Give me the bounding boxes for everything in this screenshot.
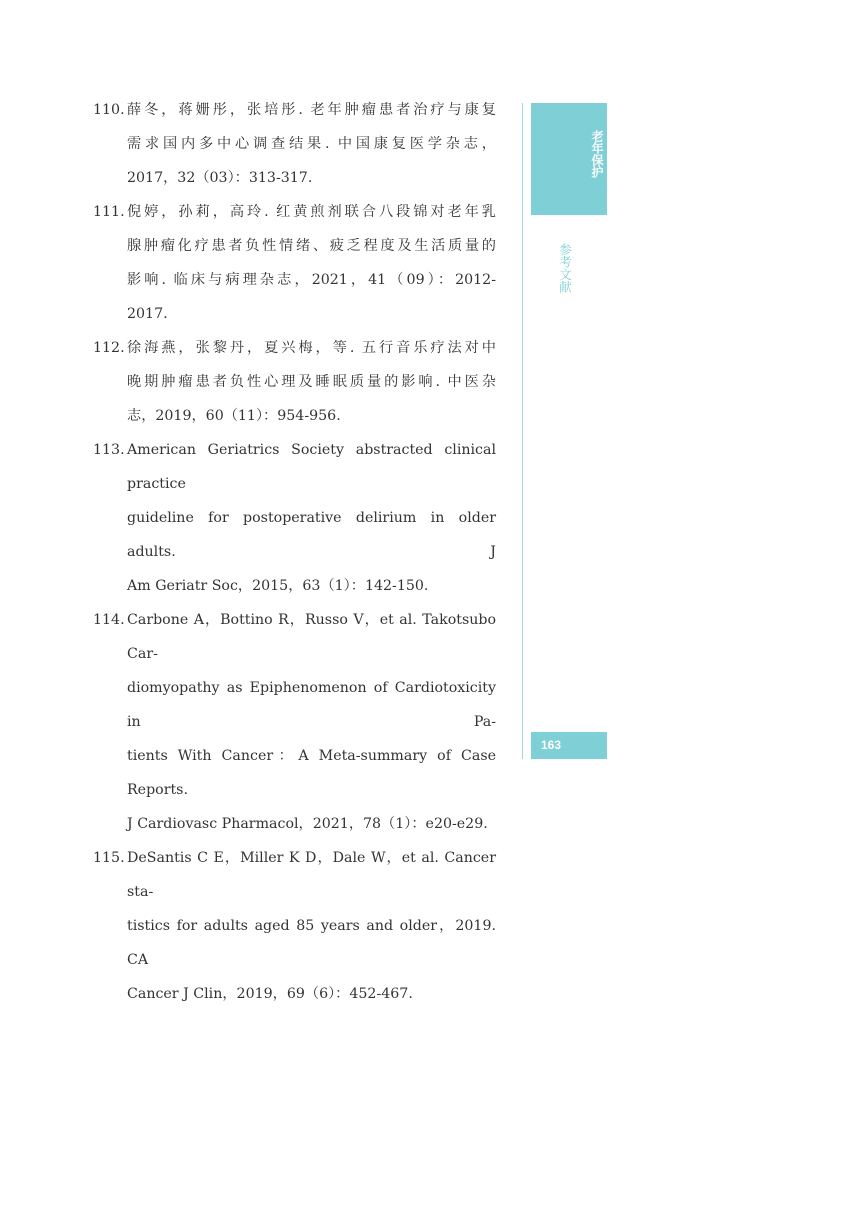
reference-text-line: J Cardiovasc Pharmacol，2021，78（1）：e20-e29. [127, 816, 488, 832]
reference-text-line: 志，2019，60（11）：954-956. [127, 408, 341, 424]
reference-text-line: Am Geriatr Soc，2015，63（1）：142-150. [127, 578, 429, 594]
reference-text-line: 需求国内多中心调查结果. 中国康复医学杂志， [127, 136, 496, 152]
reference-text-line: tistics for adults aged 85 years and older，2019. CA [127, 918, 496, 968]
reference-text-line: Carbone A，Bottino R，Russo V，et al. Takotsubo Car- [127, 612, 496, 662]
reference-text-line: guideline for postoperative delirium in older adults. J [127, 510, 496, 560]
reference-number: 114. [93, 612, 125, 628]
reference-text-line: 徐海燕，张黎丹，夏兴梅，等. 五行音乐疗法对中 [127, 340, 496, 356]
reference-number: 115. [93, 850, 125, 866]
reference-number: 111. [93, 204, 125, 220]
reference-text-line: 晚期肿瘤患者负性心理及睡眠质量的影响. 中医杂 [127, 374, 496, 390]
reference-item [93, 433, 496, 603]
reference-text-line: 倪婷，孙莉，高玲. 红黄煎剂联合八段锦对老年乳 [127, 204, 496, 220]
reference-number: 112. [93, 340, 125, 356]
reference-item [93, 603, 496, 841]
reference-item [93, 195, 496, 331]
section-marker-label: 参考文献 [557, 243, 573, 293]
reference-text-line: diomyopathy as Epiphenomenon of Cardiotoxicity in Pa- [127, 680, 496, 730]
page-number: 163 [541, 738, 562, 752]
reference-number: 113. [93, 442, 125, 458]
reference-text-line: American Geriatrics Society abstracted clinical practice [127, 442, 496, 492]
section-marker [531, 243, 599, 298]
reference-text-line: 2017. [127, 306, 168, 322]
reference-item [93, 93, 496, 195]
reference-text-line: tients With Cancer：A Meta-summary of Case Reports. [127, 748, 496, 798]
reference-item [93, 841, 496, 1011]
reference-text-line: 腺肿瘤化疗患者负性情绪、疲乏程度及生活质量的 [127, 238, 496, 254]
chapter-tab [531, 103, 607, 215]
reference-text-line: DeSantis C E，Miller K D，Dale W，et al. Cancer sta- [127, 850, 496, 900]
page-number-badge [531, 732, 607, 759]
chapter-tab-label: 老年保护 [590, 130, 604, 178]
reference-list [93, 93, 496, 1011]
reference-text-line: 影响. 临床与病理杂志，2021，41（09）：2012- [127, 272, 496, 288]
reference-text-line: 薛冬，蒋姗彤，张培彤. 老年肿瘤患者治疗与康复 [127, 102, 496, 118]
reference-item [93, 331, 496, 433]
margin-divider [522, 103, 523, 759]
reference-text-line: Cancer J Clin，2019，69（6）：452-467. [127, 986, 413, 1002]
reference-text-line: 2017，32（03）：313-317. [127, 170, 313, 186]
reference-number: 110. [93, 102, 125, 118]
